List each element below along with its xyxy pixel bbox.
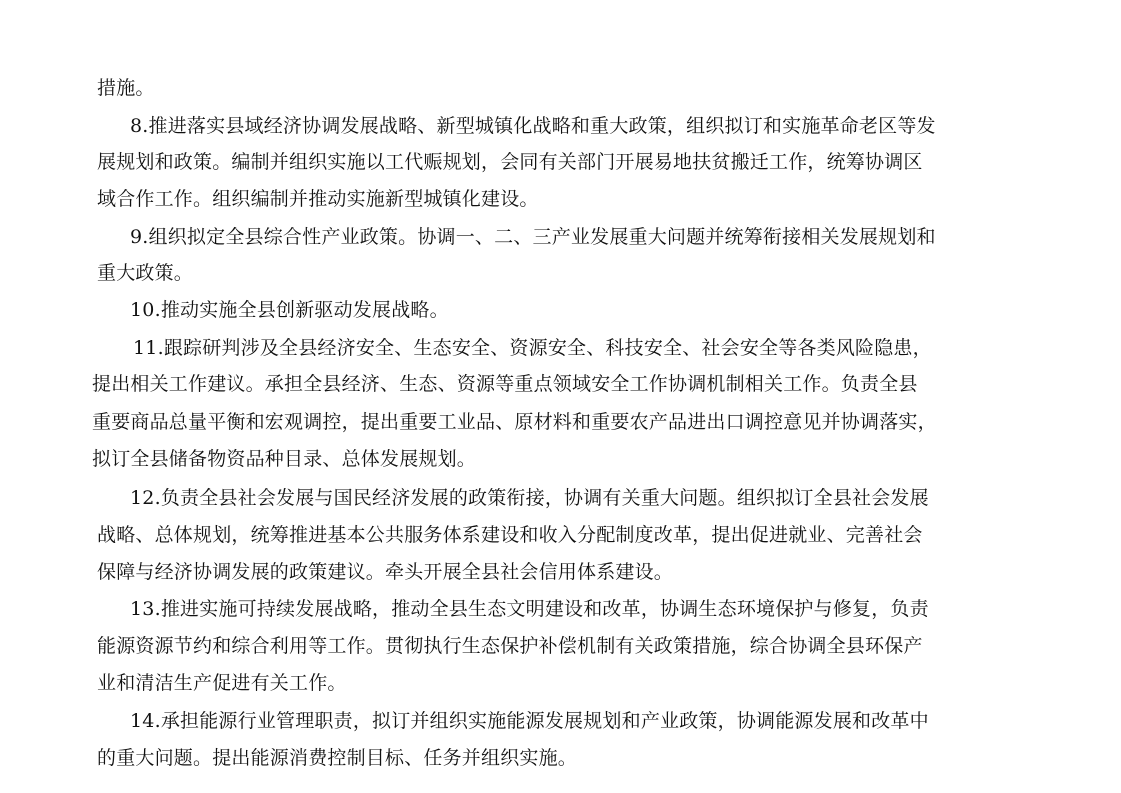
- text-line: 13.推进实施可持续发展战略，推动全县生态文明建设和改革，协调生态环境保护与修复，负责: [130, 598, 929, 620]
- text-line: 域合作工作。组织编制并推动实施新型城镇化建设。: [97, 188, 539, 210]
- text-line: 的重大问题。提出能源消费控制目标、任务并组织实施。: [97, 747, 578, 769]
- text-line: 9.组织拟定全县综合性产业政策。协调一、二、三产业发展重大问题并统筹衔接相关发展规划和: [130, 226, 936, 248]
- text-line: 14.承担能源行业管理职责，拟订并组织实施能源发展规划和产业政策，协调能源发展和改革中: [130, 710, 929, 732]
- text-line: 措施。: [97, 77, 155, 99]
- text-line: 10.推动实施全县创新驱动发展战略。: [130, 299, 449, 321]
- text-line: 重要商品总量平衡和宏观调控，提出重要工业品、原材料和重要农产品进出口调控意见并协调落实，: [92, 411, 937, 433]
- text-line: 保障与经济协调发展的政策建议。牵头开展全县社会信用体系建设。: [97, 561, 674, 583]
- text-line: 业和清洁生产促进有关工作。: [97, 672, 347, 694]
- text-line: 11.跟踪研判涉及全县经济安全、生态安全、资源安全、科技安全、社会安全等各类风险隐患，: [133, 337, 932, 359]
- text-line: 8.推进落实县域经济协调发展战略、新型城镇化战略和重大政策，组织拟订和实施革命老区等发: [130, 115, 936, 137]
- text-line: 拟订全县储备物资品种目录、总体发展规划。: [92, 448, 477, 470]
- text-line: 提出相关工作建议。承担全县经济、生态、资源等重点领域安全工作协调机制相关工作。负责全县: [92, 373, 918, 395]
- text-line: 展规划和政策。编制并组织实施以工代赈规划，会同有关部门开展易地扶贫搬迁工作，统筹协调区: [97, 151, 923, 173]
- text-line: 能源资源节约和综合利用等工作。贯彻执行生态保护补偿机制有关政策措施，综合协调全县环保产: [97, 635, 923, 657]
- text-line: 重大政策。: [97, 262, 194, 284]
- text-line: 战略、总体规划，统筹推进基本公共服务体系建设和收入分配制度改革，提出促进就业、完善社会: [97, 524, 923, 546]
- text-line: 12.负责全县社会发展与国民经济发展的政策衔接，协调有关重大问题。组织拟订全县社会发展: [130, 487, 929, 509]
